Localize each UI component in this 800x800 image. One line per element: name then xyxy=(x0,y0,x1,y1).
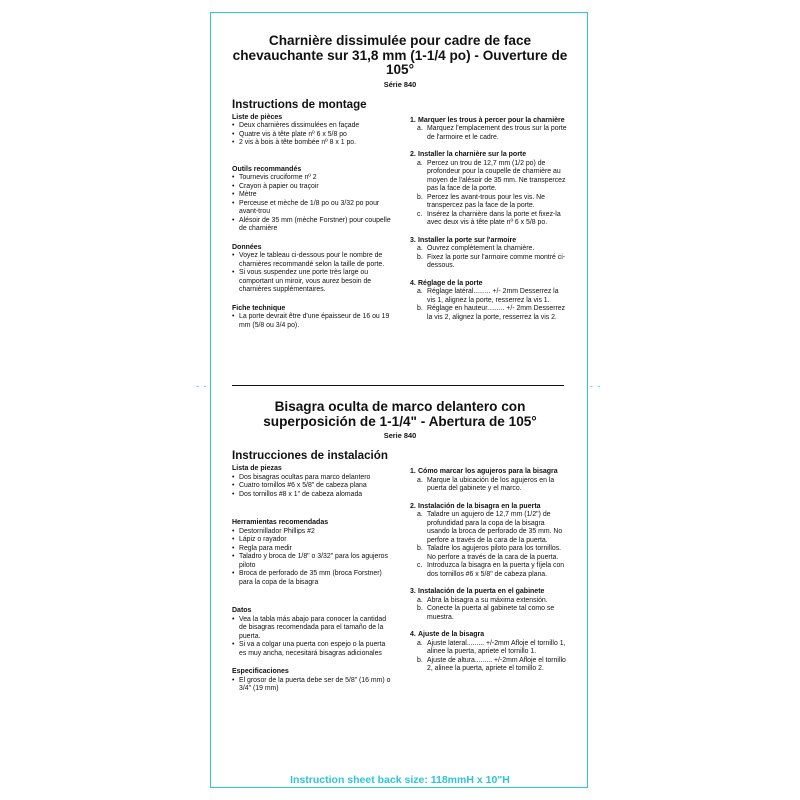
french-parts-block xyxy=(232,114,392,148)
substep-text: Fixez la porte sur l'armoire comme montré ci-dessous. xyxy=(427,253,566,269)
spanish-series: Serie 840 xyxy=(383,431,417,440)
substep-text: Taladre los agujeros piloto para los tornillos. No perfore a través de la cara de la puerta. xyxy=(427,545,562,561)
substep-text: Conecte la puerta al gabinete tal como se muestra. xyxy=(427,605,555,621)
substep-text: Introduzca la bisagra en la puerta y fíjela con dos tornillos #6 x 5/8" de cabeza plana. xyxy=(427,562,565,578)
list-item: • Regla para medir xyxy=(232,545,392,554)
section-divider xyxy=(232,385,564,386)
substep-text: Percez les avant-trous pour les vis. Ne transpercez pas la face de la porte. xyxy=(427,193,545,209)
spanish-columns xyxy=(232,465,568,704)
french-parts-list xyxy=(232,122,392,148)
substep-letter: b. xyxy=(417,193,423,201)
step-number: 3. xyxy=(410,588,416,595)
list-item: • Lápiz o rayador xyxy=(232,536,392,545)
step-number: 4. xyxy=(410,631,416,638)
step-title: Marquer les trous à percer pour la charnière xyxy=(418,116,565,124)
spanish-step-3 xyxy=(410,588,568,622)
substep-letter: a. xyxy=(417,511,423,518)
french-spec-block xyxy=(232,305,392,331)
list-item: • Cuatro tornillos #6 x 5/8" de cabeza plana xyxy=(232,482,392,491)
spanish-left-column xyxy=(232,465,392,704)
spanish-step-1 xyxy=(410,468,568,494)
substep-letter: c. xyxy=(417,562,423,569)
substep-letter: a. xyxy=(417,125,423,132)
substep-letter: b. xyxy=(417,656,423,664)
list-item: • Quatre vis à tête plate nº 6 x 5/8 po xyxy=(232,131,392,140)
french-section xyxy=(232,34,568,340)
left-cut-mark: - - xyxy=(196,381,208,391)
step-number: 2. xyxy=(410,151,416,158)
spanish-step-2 xyxy=(410,503,568,580)
step-title: Installer la porte sur l'armoire xyxy=(418,236,517,244)
substep-letter: a. xyxy=(417,159,423,167)
list-item: • Crayon à papier ou traçoir xyxy=(232,183,392,192)
french-step-4 xyxy=(410,280,568,323)
substep-text: Insérez la charnière dans la porte et fixez-la avec deux vis à tête plate nº 6 x 5/8 po. xyxy=(427,210,561,226)
french-left-column xyxy=(232,114,392,341)
list-item: • Voyez le tableau ci-dessous pour le nombre de charnières recommandé selon la taille de porte. xyxy=(232,252,392,269)
substep-text: Abra la bisagra a su máxima extensión. xyxy=(427,596,548,604)
french-spec-label: Fiche technique xyxy=(232,304,286,312)
step-number: 1. xyxy=(410,468,416,475)
spanish-data-block xyxy=(232,607,392,658)
substep-letter: a. xyxy=(417,596,423,604)
right-cut-mark: - - xyxy=(590,381,602,391)
french-step-2 xyxy=(410,151,568,228)
list-item: • Vea la tabla más abajo para conocer la cantidad de bisagras recomendada para el tamaño de la puerta. xyxy=(232,616,392,642)
list-item: • 2 vis à bois à tête bombée nº 8 x 1 po. xyxy=(232,139,392,148)
spanish-parts-block xyxy=(232,465,392,499)
step-title: Instalación de la puerta en el gabinete xyxy=(418,588,545,595)
substep-letter: a. xyxy=(417,639,423,647)
french-heading: Instructions de montage xyxy=(232,97,367,111)
substep-letter: b. xyxy=(417,305,423,312)
french-step-3 xyxy=(410,237,568,271)
french-data-label: Données xyxy=(232,243,262,251)
step-title: Ajuste de la bisagra xyxy=(418,631,485,638)
french-parts-label: Liste de pièces xyxy=(232,113,283,121)
list-item: • Alésoir de 35 mm (mèche Forstner) pour coupelle de charnière xyxy=(232,217,392,234)
french-tools-list xyxy=(232,174,392,234)
list-item: • Destornillador Phillips #2 xyxy=(232,528,392,537)
list-item: • La porte devrait être d'une épaisseur de 16 ou 19 mm (5/8 ou 3/4 po). xyxy=(232,313,392,330)
spanish-section xyxy=(232,400,568,704)
list-item: • Mètre xyxy=(232,191,392,200)
french-data-list xyxy=(232,252,392,295)
substep-text: Réglage latéral......... +/- 2mm Desserrez la vis 1, alignez la porte, resserrez la vis 1. xyxy=(427,288,559,304)
substep-text: Ajuste de altura......... +/-2mm Afloje el tornillo 2, alinee la puerta, apriete el tornillo 2. xyxy=(427,656,566,672)
spanish-spec-list xyxy=(232,677,392,694)
substep-text: Percez un trou de 12,7 mm (1/2 po) de profondeur pour la coupelle de charnière au moyen de l'alésoir de 35 mm. Ne transpercez pas la face de la porte. xyxy=(427,159,566,192)
list-item: • Taladro y broca de 1/8" o 3/32" para los agujeros piloto xyxy=(232,553,392,570)
list-item: • Dos bisagras ocultas para marco delantero xyxy=(232,474,392,483)
step-number: 2. xyxy=(410,502,416,510)
step-title: Réglage de la porte xyxy=(418,279,483,287)
list-item: • Dos tornillos #8 x 1" de cabeza alomada xyxy=(232,491,392,500)
list-item: • Si va a colgar una puerta con espejo o la puerta es muy ancha, necesitará bisagras adicionales xyxy=(232,641,392,658)
french-title: Charnière dissimulée pour cadre de face chevauchante sur 31,8 mm (1-1/4 po) - Ouverture de 105° xyxy=(232,33,568,77)
spanish-tools-list xyxy=(232,528,392,588)
substep-text: Ouvrez complètement la charnière. xyxy=(427,245,535,252)
step-title: Cómo marcar los agujeros para la bisagra xyxy=(418,468,558,475)
french-step-1 xyxy=(410,117,568,143)
spanish-title: Bisagra oculta de marco delantero con superposición de 1-1/4" - Abertura de 105° xyxy=(263,399,537,429)
french-right-column xyxy=(410,117,568,341)
step-number: 4. xyxy=(410,279,416,287)
substep-text: Réglage en hauteur......... +/- 2mm Desserrez la vis 2, alignez la porte, resserrez la vis 2. xyxy=(427,305,566,321)
step-title: Installer la charnière sur la porte xyxy=(418,151,527,158)
spanish-tools-label: Herramientas recomendadas xyxy=(232,519,329,526)
spanish-right-column xyxy=(410,468,568,704)
size-note: Instruction sheet back size: 118mmH x 10"H xyxy=(290,774,510,786)
substep-letter: b. xyxy=(417,545,423,552)
spanish-spec-label: Especificaciones xyxy=(232,668,289,675)
french-data-block xyxy=(232,244,392,295)
substep-text: Ajuste lateral......... +/-2mm Afloje el tornillo 1, alinee la puerta, apriete el tornillo 1. xyxy=(427,639,566,655)
spanish-parts-list xyxy=(232,474,392,500)
spanish-heading: Instrucciones de instalación xyxy=(232,449,388,462)
french-series: Série 840 xyxy=(383,79,417,89)
spanish-data-list xyxy=(232,616,392,659)
substep-text: Marque la ubicación de los agujeros en la puerta del gabinete y el marco. xyxy=(427,476,555,492)
substep-letter: b. xyxy=(417,605,423,612)
list-item: • Perceuse et mèche de 1/8 po ou 3/32 po pour avant-trou xyxy=(232,200,392,217)
spanish-spec-block xyxy=(232,668,392,694)
french-tools-label: Outils recommandés xyxy=(232,165,302,173)
french-spec-list xyxy=(232,313,392,330)
list-item: • Tournevis cruciforme nº 2 xyxy=(232,174,392,183)
list-item: • Deux charnières dissimulées en façade xyxy=(232,122,392,131)
list-item: • Broca de perforado de 35 mm (broca Forstner) para la copa de la bisagra xyxy=(232,570,392,587)
substep-letter: a. xyxy=(417,476,423,484)
substep-letter: b. xyxy=(417,253,423,261)
spanish-data-label: Datos xyxy=(232,607,252,614)
spanish-step-4 xyxy=(410,631,568,674)
substep-text: Taladre un agujero de 12,7 mm (1/2") de profundidad para la copa de la bisagra usando la broca de perforado de 35 mm. No perfore a través de la cara de la puerta. xyxy=(427,511,563,544)
french-tools-block xyxy=(232,166,392,234)
list-item: • El grosor de la puerta debe ser de 5/8" (16 mm) o 3/4" (19 mm) xyxy=(232,677,392,694)
substep-text: Marquez l'emplacement des trous sur la porte de l'armoire et le cadre. xyxy=(427,125,567,141)
step-title: Instalación de la bisagra en la puerta xyxy=(418,502,541,510)
spanish-tools-block xyxy=(232,519,392,587)
step-number: 1. xyxy=(410,116,416,124)
substep-letter: a. xyxy=(417,245,423,252)
step-number: 3. xyxy=(410,236,416,244)
substep-letter: c. xyxy=(417,210,423,218)
french-columns xyxy=(232,114,568,341)
substep-letter: a. xyxy=(417,288,423,295)
spanish-parts-label: Lista de piezas xyxy=(232,465,282,472)
list-item: • Si vous suspendez une porte très large ou comportant un miroir, vous aurez besoin de charnières supplémentaires. xyxy=(232,269,392,295)
